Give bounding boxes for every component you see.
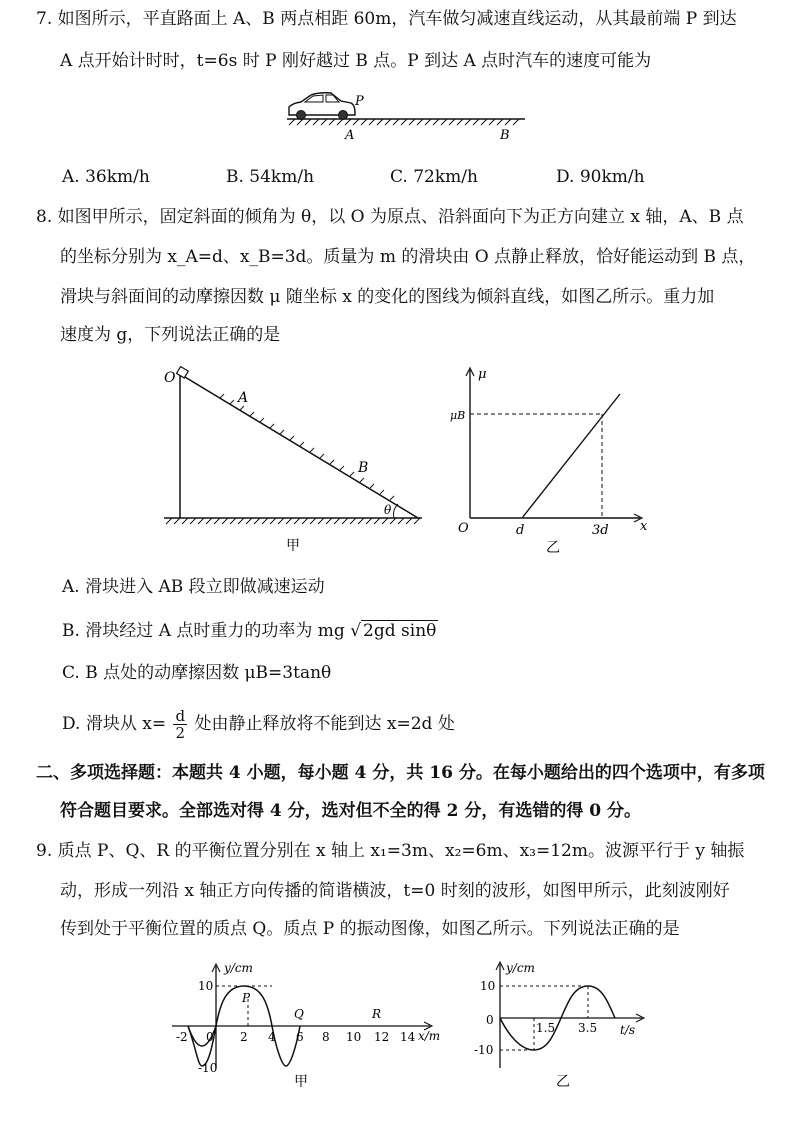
q7-option-d: D. 90km/h <box>556 167 645 187</box>
fraction-denominator: 2 <box>175 724 186 742</box>
mu-line <box>522 394 620 518</box>
tick-y-0: 0 <box>486 1013 494 1027</box>
tick-y-10: 10 <box>480 979 496 993</box>
caption-jia: 甲 <box>286 538 300 554</box>
label-Q: Q <box>294 1007 304 1021</box>
tick-x: 8 <box>322 1030 330 1044</box>
label-P: P <box>242 991 251 1005</box>
q7-car-figure <box>275 85 535 145</box>
tick-x: 14 <box>400 1030 416 1044</box>
car-icon <box>289 93 355 120</box>
tick-y-neg10: -10 <box>474 1043 494 1057</box>
axis-label-mu: μ <box>478 367 487 382</box>
q9-wave-figure <box>168 958 458 1093</box>
axis-label-x: x <box>640 519 648 534</box>
sqrt-icon: √ <box>350 621 362 641</box>
q8-option-d <box>62 708 455 741</box>
label-B: B <box>358 460 369 476</box>
tick-x: 2 <box>240 1030 248 1044</box>
q8-option-b <box>62 620 438 642</box>
tick-t-3-5: 3.5 <box>578 1021 598 1035</box>
q7-text-line1: 7. 如图所示，平直路面上 A、B 两点相距 60m，汽车做匀减速直线运动，从其最前端 P 到达 <box>36 9 737 29</box>
label-O: O <box>164 370 176 386</box>
label-P: P <box>355 94 364 109</box>
section2-heading-line2: 符合题目要求。全部选对得 4 分，选对但不全的得 2 分，有选错的得 0 分。 <box>60 801 641 821</box>
q9-text-line3: 传到处于平衡位置的质点 Q。质点 P 的振动图像，如图乙所示。下列说法正确的是 <box>60 919 680 939</box>
label-theta: θ <box>384 503 392 517</box>
fraction-numerator: d <box>175 707 186 725</box>
q8-text-line1: 8. 如图甲所示，固定斜面的倾角为 θ，以 O 为原点、沿斜面向下为正方向建立 x 轴，A、B 点 <box>36 207 744 227</box>
q9-text-line2: 动，形成一列沿 x 轴正方向传播的简谐横波，t=0 时刻的波形，如图甲所示，此刻波刚好 <box>60 881 730 901</box>
q8-option-b-sqrt: 2gd sinθ <box>363 621 437 641</box>
q8-mu-graph <box>450 362 655 557</box>
q9-vibration-figure <box>470 958 650 1093</box>
q9-text-line1: 9. 质点 P、Q、R 的平衡位置分别在 x 轴上 x₁=3m、x₂=6m、x₃=12m。波源平行于 y 轴振 <box>36 841 745 861</box>
caption-jia: 甲 <box>294 1074 308 1090</box>
label-R: R <box>372 1007 382 1021</box>
axis-label-y: y/cm <box>224 961 253 975</box>
q7-text-line2: A 点开始计时时，t=6s 时 P 刚好越过 B 点。P 到达 A 点时汽车的速度可能为 <box>60 51 652 71</box>
tick-x: 0 <box>206 1030 214 1044</box>
tick-x: 10 <box>346 1030 362 1044</box>
q8-text-line4: 速度为 g，下列说法正确的是 <box>60 325 281 345</box>
tick-d: d <box>516 523 525 538</box>
axis-label-y: y/cm <box>506 961 535 975</box>
q7-option-a: A. 36km/h <box>62 167 150 187</box>
tick-x: 4 <box>268 1030 276 1044</box>
q8-option-c: C. B 点处的动摩擦因数 μB=3tanθ <box>62 663 332 683</box>
tick-x: 6 <box>296 1030 304 1044</box>
x-ticks <box>176 1030 416 1044</box>
axis-label-t: t/s <box>620 1023 636 1037</box>
tick-3d: 3d <box>592 523 609 538</box>
tick-y-10: 10 <box>198 979 214 993</box>
q8-option-a: A. 滑块进入 AB 段立即做减速运动 <box>62 577 325 597</box>
caption-yi: 乙 <box>546 540 560 556</box>
q8-option-b-text: B. 滑块经过 A 点时重力的功率为 mg <box>62 621 345 641</box>
q8-incline-figure <box>160 360 430 555</box>
label-origin: O <box>458 521 469 536</box>
q7-option-b: B. 54km/h <box>226 167 315 187</box>
tick-t-1-5: 1.5 <box>536 1021 556 1035</box>
q8-text-line3: 滑块与斜面间的动摩擦因数 μ 随坐标 x 的变化的图线为倾斜直线，如图乙所示。重力加 <box>60 287 715 307</box>
slider-block <box>177 367 189 378</box>
q7-option-c: C. 72km/h <box>390 167 478 187</box>
label-A: A <box>345 128 355 143</box>
q8-option-d-post: 处由静止释放将不能到达 x=2d 处 <box>194 714 455 734</box>
fraction-d-over-2 <box>173 708 187 741</box>
caption-yi: 乙 <box>556 1074 570 1090</box>
label-muB: μB <box>450 409 466 422</box>
section2-heading-line1: 二、多项选择题：本题共 4 小题，每小题 4 分，共 16 分。在每小题给出的四个选项中，有多项 <box>36 763 765 783</box>
tick-y-neg10: -10 <box>198 1061 218 1075</box>
q8-text-line2: 的坐标分别为 x_A=d、x_B=3d。质量为 m 的滑块由 O 点静止释放，恰好能运动到 B 点， <box>60 247 756 267</box>
axis-label-x: x/m <box>418 1029 441 1043</box>
label-B: B <box>500 128 510 143</box>
label-A: A <box>238 390 249 406</box>
tick-x: -2 <box>176 1030 188 1044</box>
q8-option-d-pre: D. 滑块从 x= <box>62 714 167 734</box>
tick-x: 12 <box>374 1030 390 1044</box>
